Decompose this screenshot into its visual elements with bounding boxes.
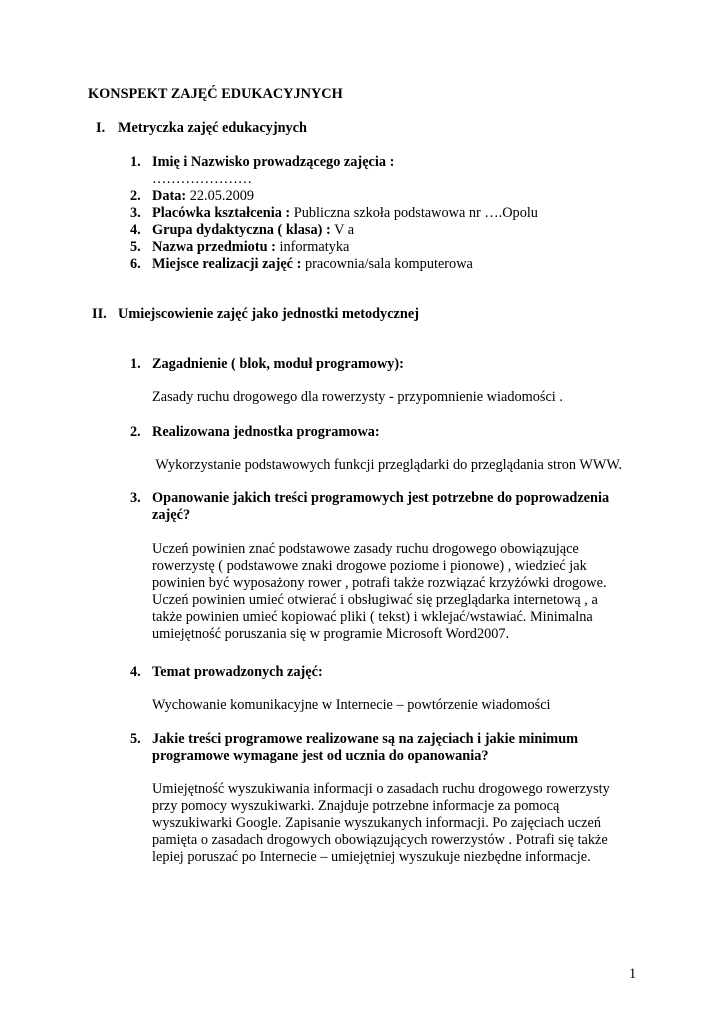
location-label: Miejsce realizacji zajęć : <box>152 256 302 272</box>
item-body-line: lepiej poruszać po Internecie – umiejętniej wyszukuje niezbędne informacje. <box>152 849 591 865</box>
subject-label: Nazwa przedmiotu : <box>152 239 276 255</box>
item-body-line: pamięta o zasadach drogowych obowiązujących rowerzystów . Potrafi się także <box>152 832 608 848</box>
item-body-line: Umiejętność wyszukiwania informacji o zasadach ruchu drogowego rowerzysty <box>152 781 610 797</box>
item-heading: programowe wymagane jest od ucznia do opanowania? <box>152 748 489 764</box>
page-number: 1 <box>629 966 637 982</box>
item-body: Zasady ruchu drogowego dla rowerzysty - przypomnienie wiadomości . <box>152 389 563 405</box>
section2-numeral: II. <box>92 306 107 322</box>
item-body-line: umiejętność poruszania się w programie Microsoft Word2007. <box>152 626 510 642</box>
class-value: V a <box>334 222 355 238</box>
list-item <box>152 222 354 239</box>
item-body: Wykorzystanie podstawowych funkcji przeglądarki do przeglądania stron WWW. <box>152 457 623 473</box>
list-number: 2. <box>130 188 141 204</box>
list-item <box>152 239 349 256</box>
list-item <box>152 205 538 222</box>
item-heading: Opanowanie jakich treści programowych jest potrzebne do poprowadzenia <box>152 490 610 506</box>
item-heading: Jakie treści programowe realizowane są na zajęciach i jakie minimum <box>152 731 579 747</box>
item-body-line: także powinien umieć kopiować pliki ( tekst) i wklejać/wstawiać. Minimalna <box>152 609 593 625</box>
document-title: KONSPEKT ZAJĘĆ EDUKACYJNYCH <box>88 86 343 102</box>
item-body-line: Uczeń powinien umieć otwierać i obsługiwać się przeglądarka internetową , a <box>152 592 598 608</box>
item-body: Wychowanie komunikacyjne w Internecie – powtórzenie wiadomości <box>152 697 551 713</box>
school-label: Placówka kształcenia : <box>152 205 291 221</box>
list-number: 3. <box>130 490 141 506</box>
item-heading: zajęć? <box>152 507 191 523</box>
item-heading: Zagadnienie ( blok, moduł programowy): <box>152 356 404 372</box>
item-heading: Temat prowadzonych zajęć: <box>152 664 323 680</box>
subject-value: informatyka <box>279 239 350 255</box>
section1-numeral: I. <box>96 120 106 136</box>
item-body-line: rowerzystę ( podstawowe znaki drogowe poziome i pionowe) , wiedzieć jak <box>152 558 587 574</box>
date-value: 22.05.2009 <box>189 188 255 204</box>
date-label: Data: <box>152 188 187 204</box>
section2-title: Umiejscowienie zajęć jako jednostki metodycznej <box>118 306 419 322</box>
item-body-line: wyszukiwarki Google. Zapisanie wyszukanych informacji. Po zajęciach uczeń <box>152 815 601 831</box>
school-value: Publiczna szkoła podstawowa nr ….Opolu <box>293 205 538 221</box>
list-number: 3. <box>130 205 141 221</box>
class-label: Grupa dydaktyczna ( klasa) : <box>152 222 331 238</box>
item-body-line: powinien być wyposażony rower , potrafi także rozwiązać krzyżówki drogowe. <box>152 575 607 591</box>
teacher-name-label: Imię i Nazwisko prowadzącego zajęcia : <box>152 154 395 170</box>
location-value: pracownia/sala komputerowa <box>304 256 473 272</box>
list-number: 5. <box>130 239 141 255</box>
teacher-name-value: ………………… <box>152 171 253 187</box>
item-heading: Realizowana jednostka programowa: <box>152 424 380 440</box>
section1-title: Metryczka zajęć edukacyjnych <box>118 120 307 136</box>
list-item <box>152 188 254 205</box>
list-number: 5. <box>130 731 141 747</box>
list-number: 4. <box>130 222 141 238</box>
item-body-line: Uczeń powinien znać podstawowe zasady ruchu drogowego obowiązujące <box>152 541 579 557</box>
list-number: 4. <box>130 664 141 680</box>
list-number: 2. <box>130 424 141 440</box>
item-body-line: przy pomocy wyszukiwarki. Znajduje potrzebne informacje za pomocą <box>152 798 560 814</box>
list-number: 1. <box>130 356 141 372</box>
list-item <box>152 256 473 273</box>
list-number: 6. <box>130 256 141 272</box>
list-number: 1. <box>130 154 141 170</box>
